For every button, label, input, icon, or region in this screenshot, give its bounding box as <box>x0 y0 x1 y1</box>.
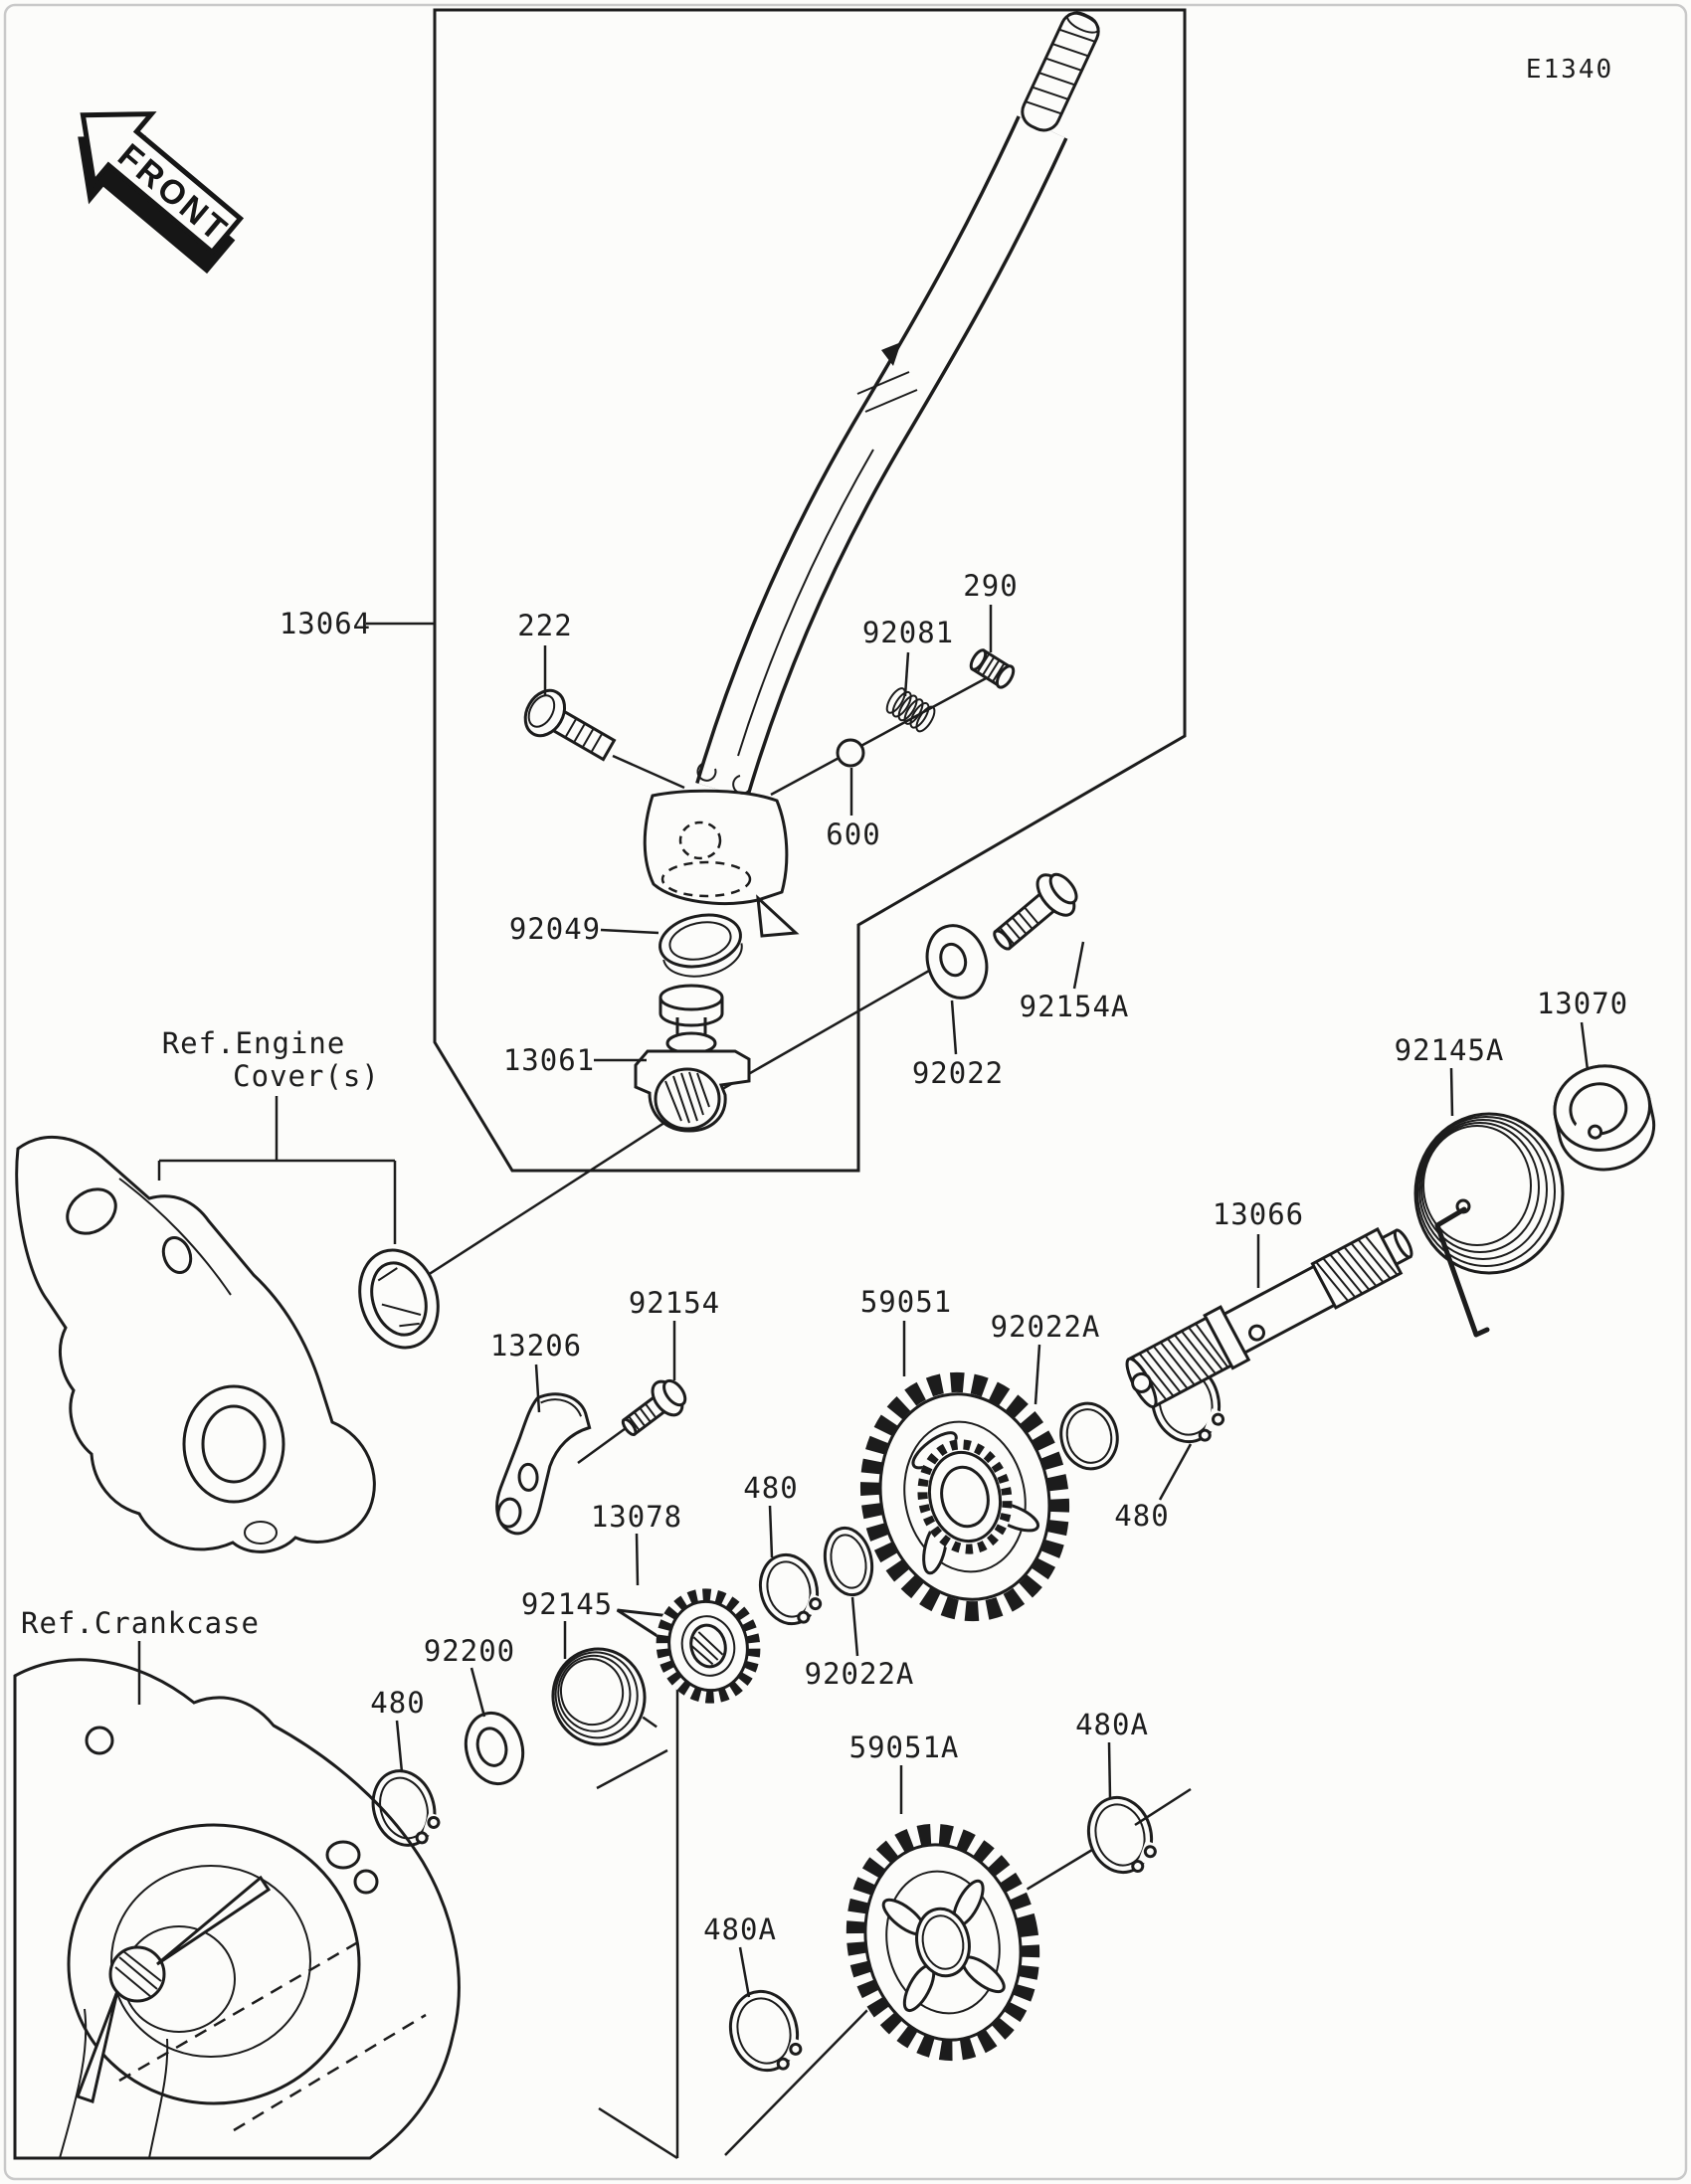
part-label-92081: 92081 <box>861 616 955 649</box>
gear-59051-drawing <box>838 1353 1092 1641</box>
circlip-480a-left-drawing <box>722 1980 822 2085</box>
part-label-13064: 13064 <box>279 607 372 640</box>
part-label-92145a: 92145A <box>1394 1033 1505 1067</box>
washer-92022-drawing <box>918 918 996 1005</box>
front-label: FRONT <box>110 136 236 251</box>
part-label-59051a: 59051A <box>848 1730 960 1764</box>
bolt-92154a-drawing <box>984 864 1086 961</box>
part-label-600: 600 <box>826 818 881 851</box>
crankcase-drawing <box>15 1660 459 2158</box>
bolt-92154-drawing <box>615 1373 692 1445</box>
kick-pedal-drawing <box>645 8 1103 936</box>
part-label-92049: 92049 <box>508 912 602 946</box>
washer-92200-drawing <box>459 1707 531 1790</box>
part-label-92154a: 92154A <box>1019 990 1130 1023</box>
engine-cover-drawing <box>17 1137 451 1551</box>
part-label-13206: 13206 <box>489 1329 583 1363</box>
diagram-code: E1340 <box>1525 55 1614 85</box>
part-label-13066: 13066 <box>1212 1197 1305 1231</box>
ring-92049-drawing <box>656 908 748 984</box>
part-label-92200: 92200 <box>423 1634 516 1668</box>
part-label-92022: 92022 <box>911 1056 1005 1090</box>
holder-13061-drawing <box>636 986 749 1131</box>
part-label-ref-crankcase: Ref.Crankcase <box>21 1606 260 1640</box>
ratchet-13078-drawing <box>617 1577 772 1721</box>
gear-59051a-drawing <box>823 1804 1063 2080</box>
part-label-ref-engine-cover-line1: Ref.Engine <box>161 1026 346 1060</box>
part-label-13078: 13078 <box>590 1500 683 1534</box>
circlip-480a-right-drawing <box>1080 1787 1175 1887</box>
bolt-222-drawing <box>517 683 621 771</box>
part-label-480-right: 480 <box>1114 1499 1170 1533</box>
part-label-ref-engine-cover-line2: Cover(s) <box>233 1059 380 1093</box>
part-label-480a-bottom: 480A <box>703 1912 777 1946</box>
part-label-13061: 13061 <box>502 1043 596 1077</box>
part-label-480-left: 480 <box>370 1686 426 1720</box>
ball-600-drawing <box>838 740 863 766</box>
spring-92145a-drawing <box>1415 1114 1563 1335</box>
part-label-92022a-left: 92022A <box>804 1657 915 1691</box>
kick-pedal-knurl <box>1018 8 1104 135</box>
collar-13070-drawing <box>1547 1057 1662 1179</box>
part-label-222: 222 <box>517 609 573 642</box>
spring-92145-drawing <box>545 1641 658 1752</box>
part-label-92022a-right: 92022A <box>990 1310 1101 1344</box>
part-label-290: 290 <box>963 569 1019 603</box>
part-label-59051: 59051 <box>859 1285 953 1319</box>
lever-13206-drawing <box>493 1387 594 1541</box>
front-arrow <box>42 81 263 291</box>
part-label-92145: 92145 <box>520 1587 614 1621</box>
shaft-13066-drawing <box>1120 1215 1422 1413</box>
part-label-92154: 92154 <box>628 1286 721 1320</box>
part-label-480a-right: 480A <box>1075 1708 1149 1741</box>
part-label-13070: 13070 <box>1536 987 1629 1020</box>
part-label-480-mid: 480 <box>743 1471 799 1505</box>
cover-oil-seal <box>347 1240 450 1359</box>
ring-92022a-right-drawing <box>1055 1398 1123 1474</box>
